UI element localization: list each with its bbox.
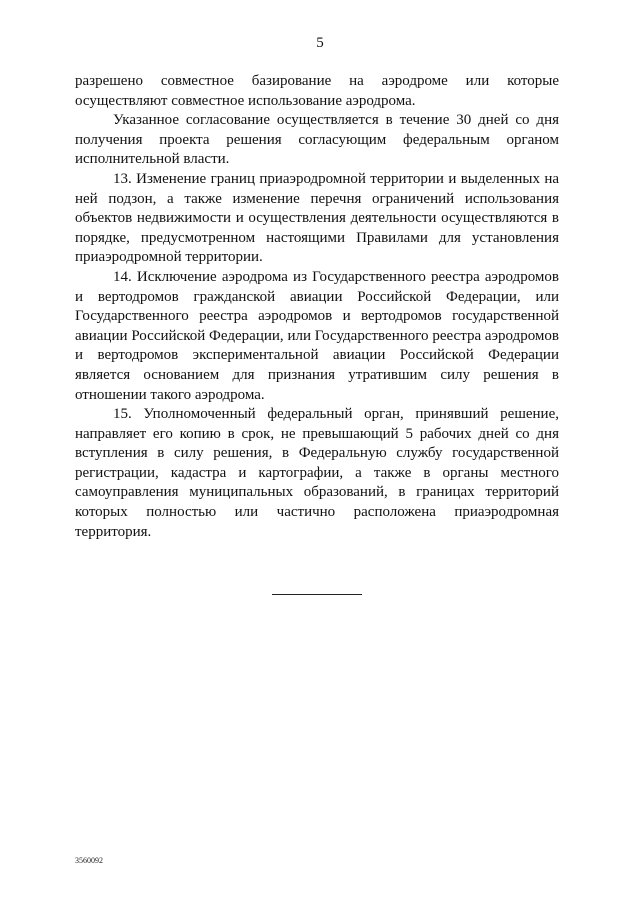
closing-rule (272, 594, 362, 595)
page-number: 5 (316, 35, 324, 51)
paragraph-item-13: 13. Изменение границ приаэродромной территории и выделенных на ней подзон, а также изменение перечня ограничений использования объектов недвижимости и осуществления деятельности осуществляются в порядке, предусмотренном настоящими Правилами для установления приаэродромной территории. (75, 170, 559, 266)
document-body (75, 72, 559, 542)
paragraph-continuation: разрешено совместное базирование на аэродроме или которые осуществляют совместное использование аэродрома. (75, 73, 559, 109)
paragraph-approval-period: Указанное согласование осуществляется в течение 30 дней со дня получения проекта решения согласующим федеральным органом исполнительной власти. (75, 112, 559, 168)
paragraph-item-14: 14. Исключение аэродрома из Государственного реестра аэродромов и вертодромов гражданской авиации Российской Федерации, или Государственного реестра аэродромов и вертодромов государственной авиации Российской Федерации, или Государственного реестра аэродромов и вертодромов экспериментальной авиации Российской Федерации является основанием для признания утратившим силу решения в отношении такого аэродрома. (75, 268, 559, 403)
document-code: 3560092 (75, 856, 103, 865)
paragraph-item-15: 15. Уполномоченный федеральный орган, принявший решение, направляет его копию в срок, не превышающий 5 рабочих дней со дня вступления в силу решения, в Федеральную службу государственной регистрации, кадастра и картографии, а также в органы местного самоуправления муниципальных образований, в границах территорий которых полностью или частично расположена приаэродромная территория. (75, 406, 559, 540)
